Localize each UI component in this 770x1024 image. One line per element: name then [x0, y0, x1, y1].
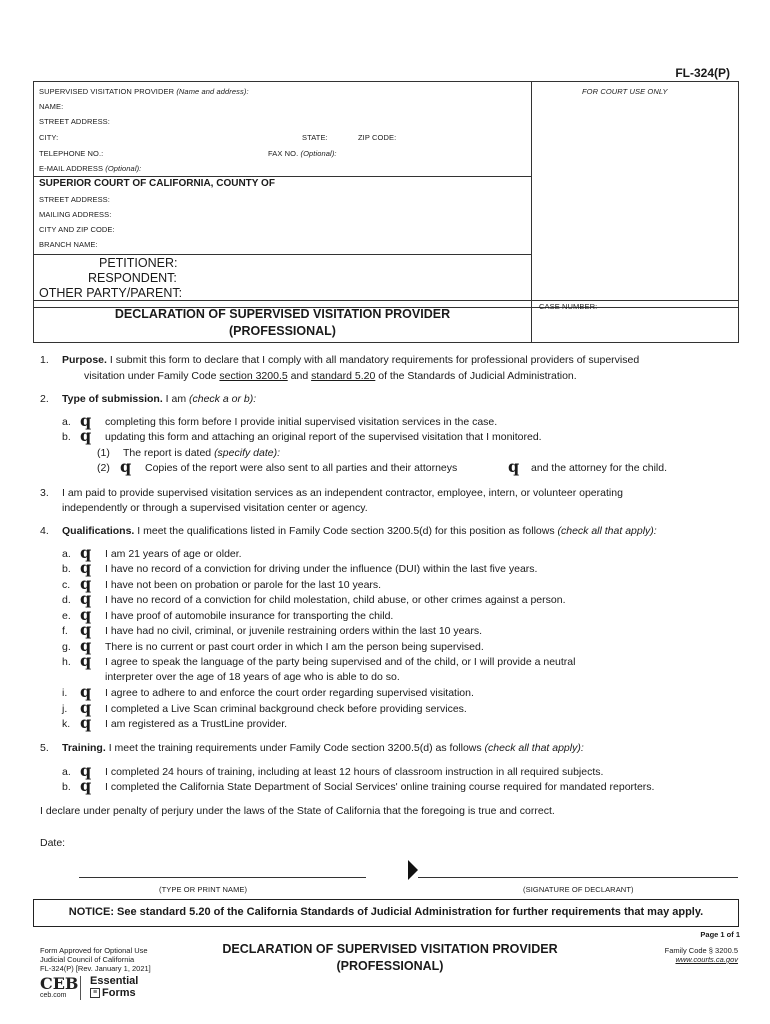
qualification-text: I have no record of a conviction for driving under the influence (DUI) within the last five years.: [105, 563, 538, 575]
item-5a-text: I completed 24 hours of training, including at least 12 hours of classroom instruction in all required subjects.: [105, 766, 604, 778]
qualification-text: I completed a Live Scan criminal background check before providing services.: [105, 703, 467, 715]
item-number: 1.: [40, 354, 49, 366]
item-hint: (check all that apply):: [557, 525, 657, 537]
qualification-checkbox[interactable]: q: [80, 713, 92, 732]
item-label: (1): [97, 447, 110, 459]
title-divider: [531, 298, 532, 342]
ceb-logo-text: CEB: [40, 974, 79, 993]
qualification-text: interpreter over the age of 18 years of age who is able to do so.: [105, 671, 400, 683]
signature-caption: (SIGNATURE OF DECLARANT): [523, 885, 634, 894]
footer-title-line2: (PROFESSIONAL): [336, 959, 444, 973]
form-title: [34, 306, 531, 340]
qualification-text: I am registered as a TrustLine provider.: [105, 718, 288, 730]
item-2a-checkbox[interactable]: q: [80, 411, 92, 430]
header-rule: [34, 254, 531, 255]
item-1-continued: [84, 369, 577, 385]
courts-website-link[interactable]: www.courts.ca.gov: [675, 955, 738, 964]
item-label: (2): [97, 462, 110, 474]
petitioner-field[interactable]: PETITIONER:: [99, 256, 178, 270]
item-2b-2-child-text: and the attorney for the child.: [531, 462, 668, 474]
qualification-label: k.: [62, 718, 71, 730]
case-number-field[interactable]: CASE NUMBER:: [539, 302, 598, 311]
item-number: 5.: [40, 742, 49, 754]
item-text: I am paid to provide supervised visitation services as an independent contractor, employee, intern, or volunteer operating: [62, 487, 623, 499]
header-box: [33, 81, 739, 308]
court-heading: SUPERIOR COURT OF CALIFORNIA, COUNTY OF: [39, 178, 275, 189]
item-2b-2-child-checkbox[interactable]: q: [508, 457, 520, 476]
qualification-text: There is no current or past court order in which I am the person being supervised.: [105, 641, 484, 653]
telephone-field[interactable]: TELEPHONE NO.:: [39, 149, 104, 158]
qualification-text: I am 21 years of age or older.: [105, 548, 242, 560]
qualification-label: a.: [62, 548, 71, 560]
qualification-label: c.: [62, 579, 71, 591]
street-address-field[interactable]: STREET ADDRESS:: [39, 117, 110, 126]
zip-code-field[interactable]: ZIP CODE:: [358, 133, 397, 142]
qualification-text: I have proof of automobile insurance for transporting the child.: [105, 610, 394, 622]
qualification-text: I have not been on probation or parole for the last 10 years.: [105, 579, 382, 591]
respondent-field[interactable]: RESPONDENT:: [88, 271, 177, 285]
provider-label: SUPERVISED VISITATION PROVIDER (Name and address):: [39, 87, 249, 96]
signature-arrow-icon: [406, 858, 420, 882]
item-text: I meet the training requirements under Family Code section 3200.5(d) as follows: [108, 742, 482, 754]
qualification-label: j.: [62, 703, 68, 715]
item-text: I submit this form to declare that I comply with all mandatory requirements for professional providers of supervised: [109, 354, 640, 366]
item-heading: Type of submission.: [62, 393, 163, 405]
essential-text: Essential: [90, 975, 139, 987]
form-title-line2: (PROFESSIONAL): [229, 324, 336, 338]
city-zip-field[interactable]: CITY AND ZIP CODE:: [39, 225, 115, 234]
section-3200-5-link[interactable]: section 3200.5: [219, 370, 288, 382]
item-3: [40, 486, 623, 502]
qualification-label: f.: [62, 625, 68, 637]
item-text: The report is dated: [123, 447, 212, 459]
item-label: b.: [62, 431, 71, 443]
item-2b-2-checkbox[interactable]: q: [120, 457, 132, 476]
city-field[interactable]: CITY:: [39, 133, 59, 142]
footer-title-line1: DECLARATION OF SUPERVISED VISITATION PROVIDER: [222, 942, 558, 956]
item-5b-checkbox[interactable]: q: [80, 776, 92, 795]
qualification-checkbox[interactable]: q: [80, 605, 92, 624]
forms-text: Forms: [102, 987, 136, 999]
date-field[interactable]: Date:: [40, 837, 66, 849]
footer-form-rev: FL-324(P) [Rev. January 1, 2021]: [40, 964, 151, 973]
item-3-continued: independently or through a supervised visitation center or agency.: [62, 502, 368, 514]
email-field[interactable]: E-MAIL ADDRESS (Optional):: [39, 164, 142, 173]
qualification-label: g.: [62, 641, 71, 653]
item-5a-checkbox[interactable]: q: [80, 761, 92, 780]
qualification-label: i.: [62, 687, 68, 699]
qualification-label: b.: [62, 563, 71, 575]
notice-box: NOTICE: See standard 5.20 of the California Standards of Judicial Administration for further requirements that may apply.: [33, 899, 739, 927]
item-heading: Training.: [62, 742, 106, 754]
qualification-text: I agree to adhere to and enforce the court order regarding supervised visitation.: [105, 687, 474, 699]
essential-forms-logo: [90, 975, 138, 999]
name-field[interactable]: NAME:: [39, 102, 64, 111]
item-hint: (check all that apply):: [484, 742, 584, 754]
court-use-label: FOR COURT USE ONLY: [582, 87, 668, 96]
qualification-text: I have had no civil, criminal, or juvenile restraining orders within the last 10 years.: [105, 625, 483, 637]
ceb-logo: [40, 976, 78, 1000]
forms-icon: ≡: [90, 988, 100, 998]
ceb-logo-sub: ceb.com: [40, 992, 67, 999]
qualification-checkbox[interactable]: q: [80, 620, 92, 639]
footer-council: Judicial Council of California: [40, 955, 135, 964]
item-hint: (specify date):: [214, 447, 281, 459]
item-heading: Qualifications.: [62, 525, 135, 537]
case-caption: [39, 256, 182, 301]
item-number: 4.: [40, 525, 49, 537]
form-code: FL-324(P): [675, 66, 730, 80]
item-2b-text: updating this form and attaching an original report of the supervised visitation that I monitored.: [105, 431, 542, 443]
family-code-ref: Family Code § 3200.5: [664, 946, 738, 955]
qualification-label: e.: [62, 610, 71, 622]
header-divider: [531, 82, 532, 308]
qualification-label: h.: [62, 656, 71, 668]
qualification-checkbox[interactable]: q: [80, 558, 92, 577]
item-text: and: [290, 370, 309, 382]
item-text: I am: [165, 393, 187, 405]
footer-approved: Form Approved for Optional Use: [40, 946, 148, 955]
qualification-checkbox[interactable]: q: [80, 651, 92, 670]
item-hint: (check a or b):: [189, 393, 257, 405]
qualification-text: I have no record of a conviction for child molestation, child abuse, or other crimes against a person.: [105, 594, 566, 606]
item-label: a.: [62, 416, 71, 428]
court-street-field[interactable]: STREET ADDRESS:: [39, 195, 110, 204]
qualification-checkbox[interactable]: q: [80, 636, 92, 655]
title-box: [33, 298, 739, 343]
qualification-checkbox[interactable]: q: [80, 589, 92, 608]
fax-field[interactable]: FAX NO. (Optional):: [268, 149, 337, 158]
item-2b-2-text: Copies of the report were also sent to all parties and their attorneys: [145, 462, 458, 474]
qualification-checkbox[interactable]: q: [80, 574, 92, 593]
state-field[interactable]: STATE:: [302, 133, 328, 142]
item-5: [40, 741, 584, 757]
branch-name-field[interactable]: BRANCH NAME:: [39, 240, 98, 249]
item-2b-checkbox[interactable]: q: [80, 426, 92, 445]
header-rule: [34, 176, 531, 177]
item-text: visitation under Family Code: [84, 370, 217, 382]
mailing-address-field[interactable]: MAILING ADDRESS:: [39, 210, 112, 219]
qualification-text: I agree to speak the language of the party being supervised and of the child, or I will provide a neutral: [105, 656, 576, 668]
item-5b-label: b.: [62, 781, 71, 793]
qualification-checkbox[interactable]: q: [80, 543, 92, 562]
signature-line[interactable]: [418, 877, 738, 878]
form-title-line1: DECLARATION OF SUPERVISED VISITATION PROVIDER: [114, 307, 451, 321]
item-5b-text: I completed the California State Department of Social Services' online training course required for mandated reporters.: [105, 781, 655, 793]
item-number: 3.: [40, 487, 49, 499]
item-number: 2.: [40, 393, 49, 405]
qualification-checkbox[interactable]: q: [80, 698, 92, 717]
item-text: of the Standards of Judicial Administration.: [378, 370, 577, 382]
qualification-label: d.: [62, 594, 71, 606]
item-heading: Purpose.: [62, 354, 107, 366]
name-line[interactable]: [79, 877, 366, 878]
type-name-caption: (TYPE OR PRINT NAME): [159, 885, 248, 894]
declaration-statement: I declare under penalty of perjury under the laws of the State of California that the foregoing is true and correct.: [40, 805, 555, 817]
item-5a-label: a.: [62, 766, 71, 778]
standard-5-20-link[interactable]: standard 5.20: [311, 370, 376, 382]
footer-title: [195, 941, 585, 975]
item-text: I meet the qualifications listed in Family Code section 3200.5(d) for this position as follows: [137, 525, 555, 537]
qualification-checkbox[interactable]: q: [80, 682, 92, 701]
footer-right: [665, 946, 738, 964]
item-1: [40, 353, 639, 369]
other-party-field[interactable]: OTHER PARTY/PARENT:: [39, 286, 183, 300]
logo-divider: [80, 976, 81, 1000]
item-4: [40, 524, 657, 540]
footer-left: [40, 946, 151, 973]
item-2a-text: completing this form before I provide initial supervised visitation services in the case.: [105, 416, 498, 428]
item-2: [40, 392, 256, 408]
page-number: Page 1 of 1: [700, 930, 740, 939]
